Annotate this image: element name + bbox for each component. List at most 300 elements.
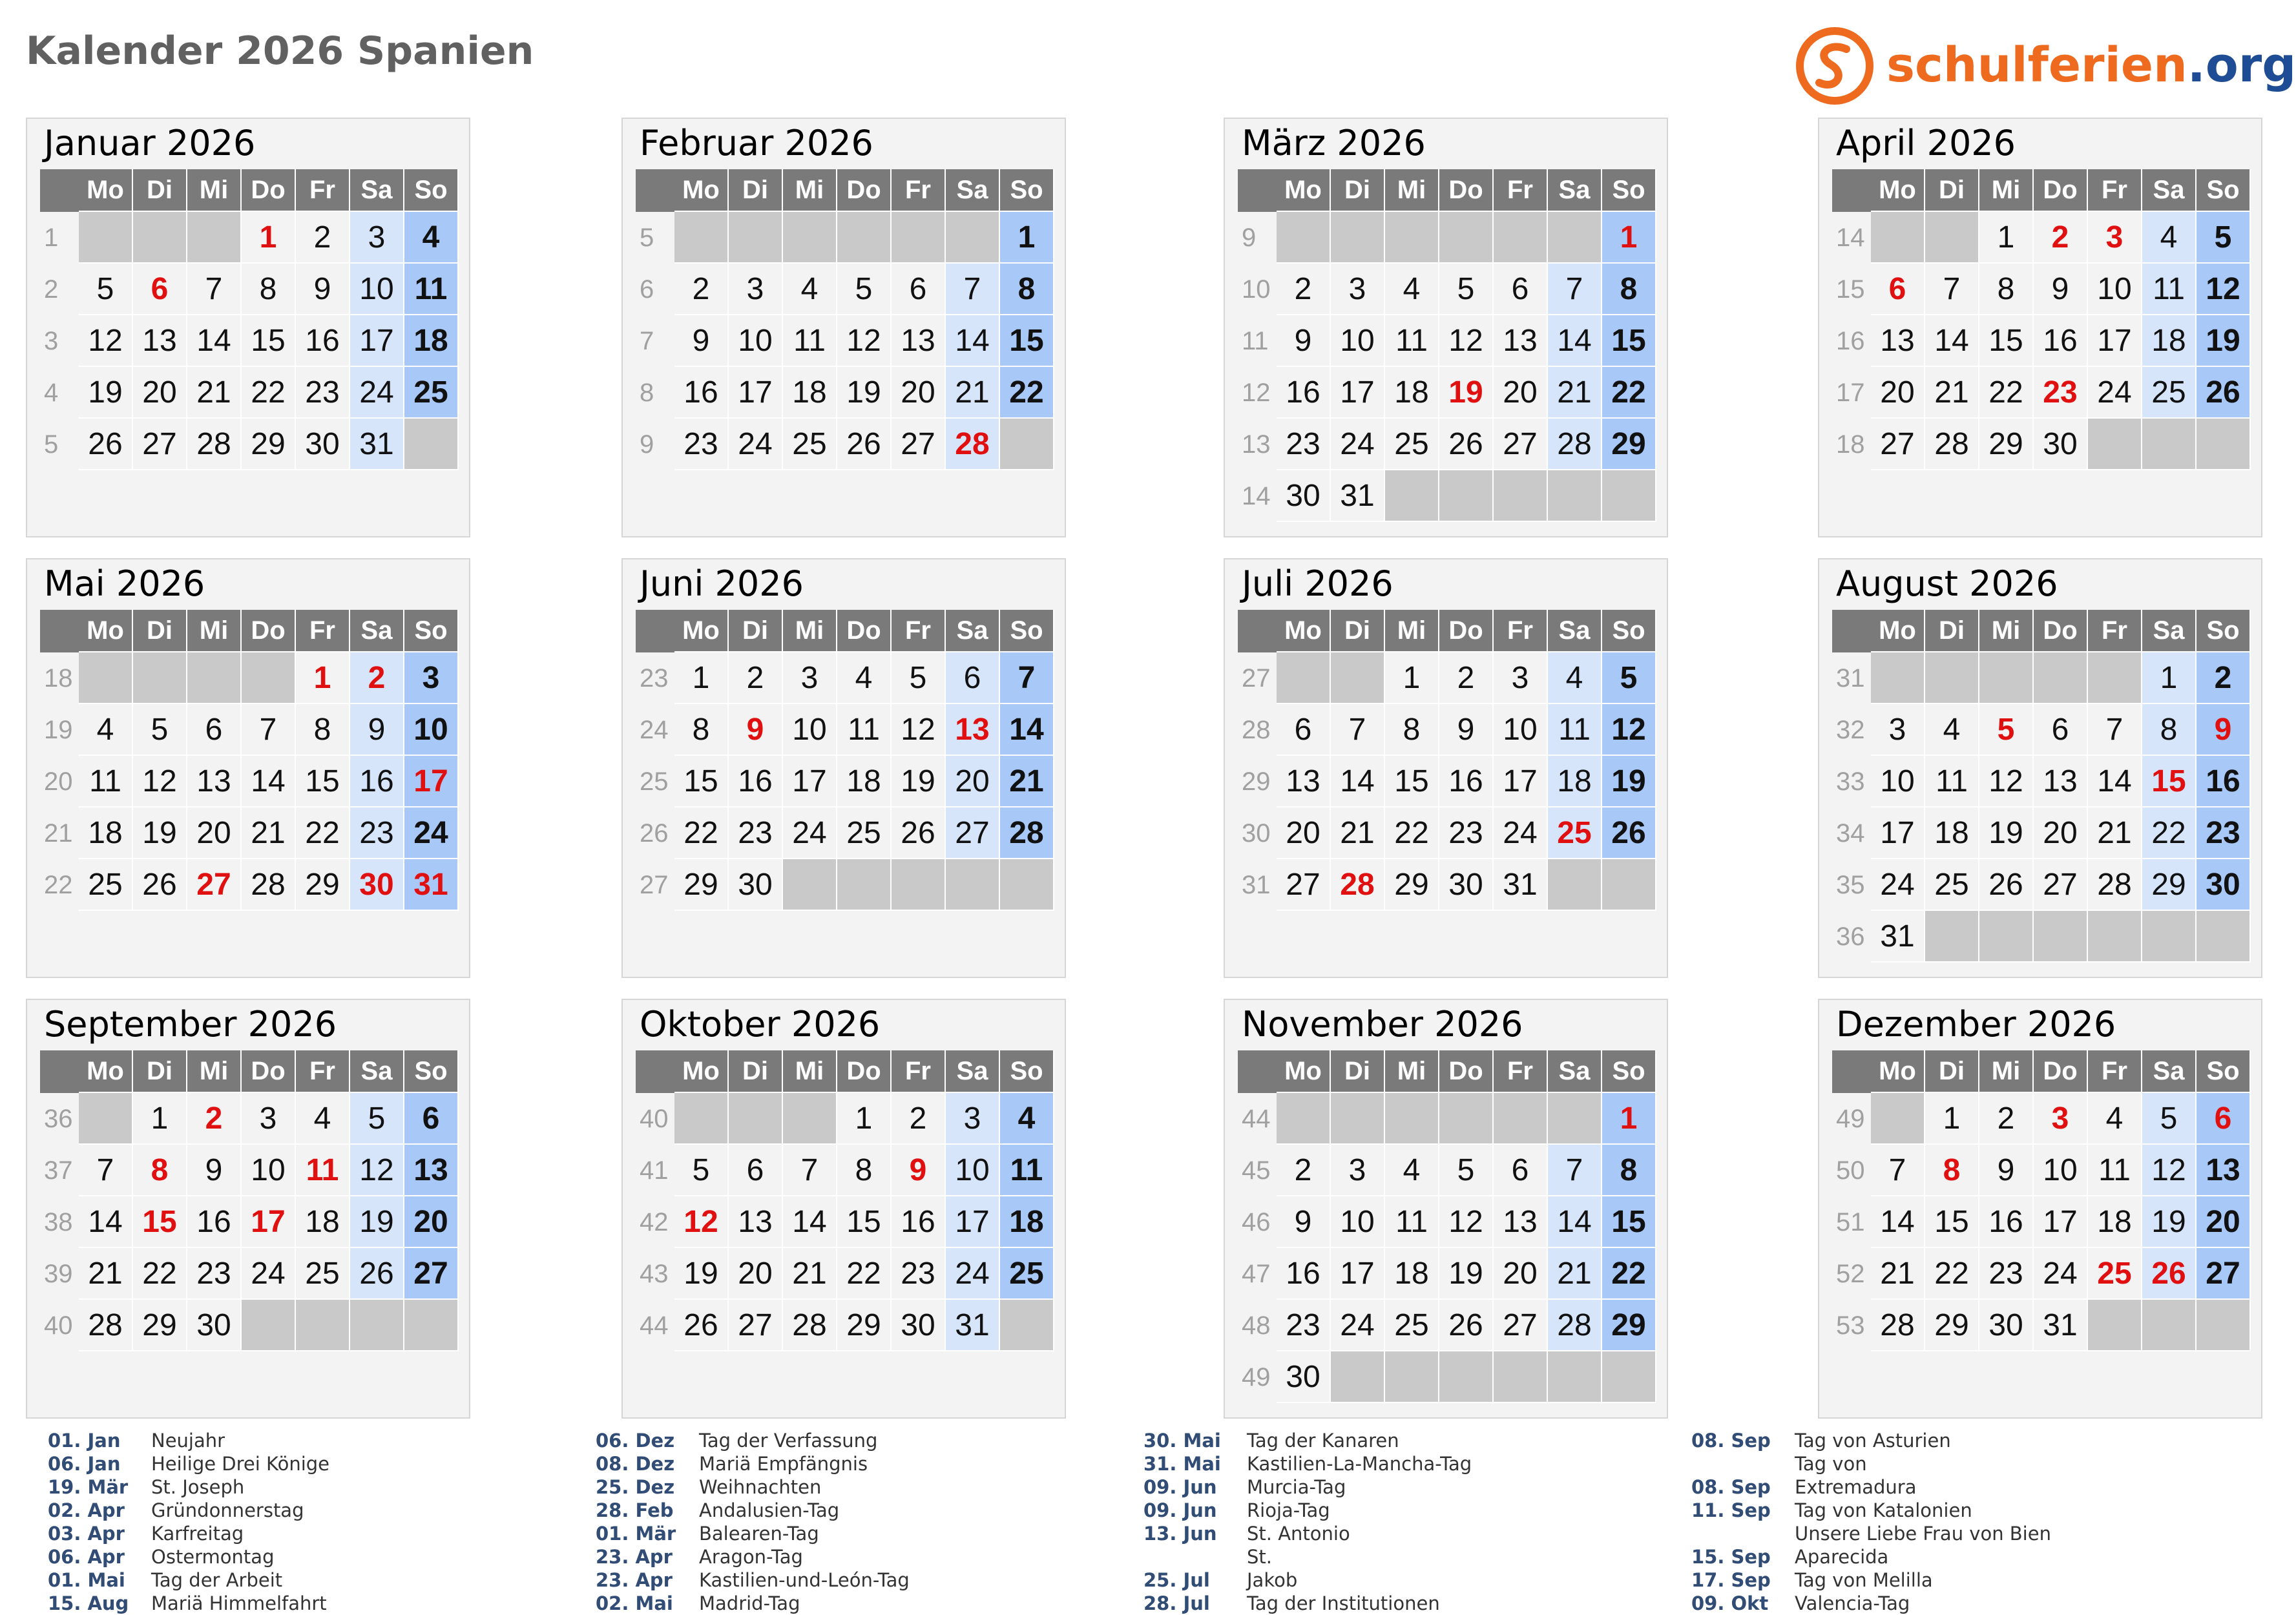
calendar-day[interactable]: 7 xyxy=(946,264,1000,315)
calendar-day[interactable]: 23 xyxy=(187,1248,242,1300)
calendar-day[interactable]: 12 xyxy=(133,756,187,808)
calendar-day[interactable]: 19 xyxy=(1979,808,2034,859)
calendar-day[interactable]: 15 xyxy=(1000,315,1054,367)
calendar-day[interactable]: 16 xyxy=(729,756,783,808)
calendar-day[interactable]: 11 xyxy=(783,315,837,367)
calendar-day[interactable]: 16 xyxy=(2197,756,2251,808)
calendar-day[interactable]: 22 xyxy=(242,367,296,419)
calendar-day[interactable]: 8 xyxy=(242,264,296,315)
calendar-day[interactable]: 5 xyxy=(1439,1145,1494,1196)
calendar-day[interactable]: 26 xyxy=(1439,419,1494,470)
calendar-day[interactable]: 8 xyxy=(1602,264,1656,315)
calendar-day[interactable]: 11 xyxy=(404,264,459,315)
calendar-day[interactable]: 26 xyxy=(1979,859,2034,911)
calendar-day[interactable]: 5 xyxy=(1439,264,1494,315)
calendar-day[interactable]: 27 xyxy=(2034,859,2088,911)
calendar-day[interactable]: 24 xyxy=(404,808,459,859)
calendar-day[interactable]: 4 xyxy=(783,264,837,315)
calendar-day[interactable]: 27 xyxy=(1494,419,1548,470)
holiday-day[interactable]: 2 xyxy=(187,1093,242,1145)
calendar-day[interactable]: 24 xyxy=(1871,859,1925,911)
holiday-day[interactable]: 31 xyxy=(404,859,459,911)
calendar-day[interactable]: 17 xyxy=(2088,315,2142,367)
calendar-day[interactable]: 28 xyxy=(242,859,296,911)
calendar-day[interactable]: 31 xyxy=(1494,859,1548,911)
calendar-day[interactable]: 25 xyxy=(837,808,892,859)
calendar-day[interactable]: 12 xyxy=(1439,315,1494,367)
calendar-day[interactable]: 19 xyxy=(133,808,187,859)
calendar-day[interactable]: 7 xyxy=(187,264,242,315)
calendar-day[interactable]: 25 xyxy=(783,419,837,470)
holiday-day[interactable]: 1 xyxy=(242,212,296,264)
holiday-day[interactable]: 9 xyxy=(729,704,783,756)
calendar-day[interactable]: 27 xyxy=(946,808,1000,859)
calendar-day[interactable]: 22 xyxy=(1602,367,1656,419)
calendar-day[interactable]: 20 xyxy=(1494,367,1548,419)
calendar-day[interactable]: 17 xyxy=(946,1196,1000,1248)
holiday-day[interactable]: 11 xyxy=(296,1145,350,1196)
calendar-day[interactable]: 26 xyxy=(1602,808,1656,859)
calendar-day[interactable]: 14 xyxy=(1000,704,1054,756)
calendar-day[interactable]: 30 xyxy=(1439,859,1494,911)
calendar-day[interactable]: 12 xyxy=(1439,1196,1494,1248)
calendar-day[interactable]: 9 xyxy=(296,264,350,315)
calendar-day[interactable]: 7 xyxy=(1548,1145,1602,1196)
calendar-day[interactable]: 19 xyxy=(1439,1248,1494,1300)
calendar-day[interactable]: 27 xyxy=(1871,419,1925,470)
calendar-day[interactable]: 2 xyxy=(892,1093,946,1145)
calendar-day[interactable]: 23 xyxy=(1979,1248,2034,1300)
calendar-day[interactable]: 21 xyxy=(1548,1248,1602,1300)
calendar-day[interactable]: 14 xyxy=(1331,756,1385,808)
calendar-day[interactable]: 28 xyxy=(1000,808,1054,859)
calendar-day[interactable]: 23 xyxy=(674,419,729,470)
calendar-day[interactable]: 15 xyxy=(242,315,296,367)
holiday-day[interactable]: 2 xyxy=(350,652,404,704)
holiday-day[interactable]: 1 xyxy=(1602,212,1656,264)
holiday-day[interactable]: 8 xyxy=(133,1145,187,1196)
calendar-day[interactable]: 20 xyxy=(729,1248,783,1300)
calendar-day[interactable]: 23 xyxy=(1439,808,1494,859)
calendar-day[interactable]: 10 xyxy=(783,704,837,756)
calendar-day[interactable]: 18 xyxy=(404,315,459,367)
holiday-day[interactable]: 6 xyxy=(133,264,187,315)
calendar-day[interactable]: 7 xyxy=(1925,264,1979,315)
holiday-day[interactable]: 27 xyxy=(187,859,242,911)
calendar-day[interactable]: 30 xyxy=(1979,1300,2034,1351)
calendar-day[interactable]: 16 xyxy=(296,315,350,367)
calendar-day[interactable]: 11 xyxy=(1385,315,1439,367)
calendar-day[interactable]: 20 xyxy=(2197,1196,2251,1248)
calendar-day[interactable]: 29 xyxy=(242,419,296,470)
calendar-day[interactable]: 15 xyxy=(1385,756,1439,808)
calendar-day[interactable]: 4 xyxy=(1548,652,1602,704)
holiday-day[interactable]: 25 xyxy=(1548,808,1602,859)
calendar-day[interactable]: 30 xyxy=(1277,470,1331,522)
calendar-day[interactable]: 8 xyxy=(296,704,350,756)
calendar-day[interactable]: 28 xyxy=(187,419,242,470)
calendar-day[interactable]: 14 xyxy=(946,315,1000,367)
calendar-day[interactable]: 9 xyxy=(1277,315,1331,367)
calendar-day[interactable]: 24 xyxy=(1331,419,1385,470)
calendar-day[interactable]: 16 xyxy=(2034,315,2088,367)
calendar-day[interactable]: 18 xyxy=(1385,1248,1439,1300)
calendar-day[interactable]: 28 xyxy=(2088,859,2142,911)
calendar-day[interactable]: 29 xyxy=(1385,859,1439,911)
calendar-day[interactable]: 30 xyxy=(187,1300,242,1351)
calendar-day[interactable]: 24 xyxy=(1494,808,1548,859)
calendar-day[interactable]: 5 xyxy=(674,1145,729,1196)
calendar-day[interactable]: 3 xyxy=(729,264,783,315)
calendar-day[interactable]: 24 xyxy=(242,1248,296,1300)
calendar-day[interactable]: 21 xyxy=(1331,808,1385,859)
calendar-day[interactable]: 25 xyxy=(1385,419,1439,470)
calendar-day[interactable]: 22 xyxy=(296,808,350,859)
holiday-day[interactable]: 3 xyxy=(2088,212,2142,264)
holiday-day[interactable]: 6 xyxy=(1871,264,1925,315)
calendar-day[interactable]: 31 xyxy=(2034,1300,2088,1351)
calendar-day[interactable]: 11 xyxy=(837,704,892,756)
calendar-day[interactable]: 3 xyxy=(1871,704,1925,756)
calendar-day[interactable]: 2 xyxy=(296,212,350,264)
calendar-day[interactable]: 4 xyxy=(837,652,892,704)
calendar-day[interactable]: 2 xyxy=(1277,1145,1331,1196)
calendar-day[interactable]: 15 xyxy=(1602,315,1656,367)
calendar-day[interactable]: 13 xyxy=(1871,315,1925,367)
holiday-day[interactable]: 15 xyxy=(133,1196,187,1248)
calendar-day[interactable]: 23 xyxy=(296,367,350,419)
calendar-day[interactable]: 14 xyxy=(187,315,242,367)
calendar-day[interactable]: 4 xyxy=(1925,704,1979,756)
calendar-day[interactable]: 23 xyxy=(350,808,404,859)
calendar-day[interactable]: 25 xyxy=(1925,859,1979,911)
calendar-day[interactable]: 10 xyxy=(1331,315,1385,367)
calendar-day[interactable]: 8 xyxy=(2142,704,2197,756)
calendar-day[interactable]: 9 xyxy=(1979,1145,2034,1196)
calendar-day[interactable]: 5 xyxy=(2142,1093,2197,1145)
calendar-day[interactable]: 1 xyxy=(1979,212,2034,264)
calendar-day[interactable]: 16 xyxy=(1277,1248,1331,1300)
calendar-day[interactable]: 16 xyxy=(350,756,404,808)
calendar-day[interactable]: 10 xyxy=(1494,704,1548,756)
calendar-day[interactable]: 28 xyxy=(783,1300,837,1351)
calendar-day[interactable]: 5 xyxy=(350,1093,404,1145)
calendar-day[interactable]: 20 xyxy=(1494,1248,1548,1300)
calendar-day[interactable]: 5 xyxy=(892,652,946,704)
calendar-day[interactable]: 18 xyxy=(1385,367,1439,419)
calendar-day[interactable]: 10 xyxy=(1331,1196,1385,1248)
calendar-day[interactable]: 16 xyxy=(1439,756,1494,808)
calendar-day[interactable]: 29 xyxy=(1925,1300,1979,1351)
holiday-day[interactable]: 28 xyxy=(1331,859,1385,911)
calendar-day[interactable]: 28 xyxy=(1925,419,1979,470)
calendar-day[interactable]: 26 xyxy=(1439,1300,1494,1351)
calendar-day[interactable]: 4 xyxy=(1385,264,1439,315)
calendar-day[interactable]: 1 xyxy=(133,1093,187,1145)
calendar-day[interactable]: 27 xyxy=(729,1300,783,1351)
calendar-day[interactable]: 7 xyxy=(2088,704,2142,756)
calendar-day[interactable]: 23 xyxy=(1277,419,1331,470)
calendar-day[interactable]: 14 xyxy=(1925,315,1979,367)
calendar-day[interactable]: 12 xyxy=(2197,264,2251,315)
calendar-day[interactable]: 13 xyxy=(1494,1196,1548,1248)
calendar-day[interactable]: 6 xyxy=(1494,1145,1548,1196)
holiday-day[interactable]: 1 xyxy=(1602,1093,1656,1145)
calendar-day[interactable]: 4 xyxy=(2088,1093,2142,1145)
calendar-day[interactable]: 17 xyxy=(2034,1196,2088,1248)
calendar-day[interactable]: 11 xyxy=(2088,1145,2142,1196)
calendar-day[interactable]: 3 xyxy=(1331,264,1385,315)
calendar-day[interactable]: 3 xyxy=(350,212,404,264)
calendar-day[interactable]: 17 xyxy=(1331,1248,1385,1300)
calendar-day[interactable]: 20 xyxy=(1871,367,1925,419)
calendar-day[interactable]: 19 xyxy=(674,1248,729,1300)
calendar-day[interactable]: 13 xyxy=(1277,756,1331,808)
calendar-day[interactable]: 19 xyxy=(892,756,946,808)
holiday-day[interactable]: 15 xyxy=(2142,756,2197,808)
calendar-day[interactable]: 6 xyxy=(1277,704,1331,756)
calendar-day[interactable]: 16 xyxy=(674,367,729,419)
calendar-day[interactable]: 15 xyxy=(1602,1196,1656,1248)
calendar-day[interactable]: 21 xyxy=(79,1248,133,1300)
calendar-day[interactable]: 21 xyxy=(242,808,296,859)
calendar-day[interactable]: 18 xyxy=(1548,756,1602,808)
calendar-day[interactable]: 12 xyxy=(892,704,946,756)
calendar-day[interactable]: 21 xyxy=(1548,367,1602,419)
holiday-day[interactable]: 9 xyxy=(2197,704,2251,756)
calendar-day[interactable]: 8 xyxy=(1602,1145,1656,1196)
calendar-day[interactable]: 21 xyxy=(1925,367,1979,419)
calendar-day[interactable]: 17 xyxy=(1494,756,1548,808)
calendar-day[interactable]: 13 xyxy=(892,315,946,367)
calendar-day[interactable]: 13 xyxy=(2034,756,2088,808)
calendar-day[interactable]: 26 xyxy=(2197,367,2251,419)
holiday-day[interactable]: 2 xyxy=(2034,212,2088,264)
holiday-day[interactable]: 23 xyxy=(2034,367,2088,419)
calendar-day[interactable]: 19 xyxy=(350,1196,404,1248)
calendar-day[interactable]: 28 xyxy=(1871,1300,1925,1351)
calendar-day[interactable]: 23 xyxy=(892,1248,946,1300)
calendar-day[interactable]: 5 xyxy=(133,704,187,756)
calendar-day[interactable]: 24 xyxy=(946,1248,1000,1300)
calendar-day[interactable]: 17 xyxy=(350,315,404,367)
calendar-day[interactable]: 20 xyxy=(404,1196,459,1248)
calendar-day[interactable]: 13 xyxy=(404,1145,459,1196)
calendar-day[interactable]: 18 xyxy=(79,808,133,859)
calendar-day[interactable]: 26 xyxy=(79,419,133,470)
calendar-day[interactable]: 29 xyxy=(2142,859,2197,911)
calendar-day[interactable]: 13 xyxy=(133,315,187,367)
calendar-day[interactable]: 18 xyxy=(296,1196,350,1248)
holiday-day[interactable]: 13 xyxy=(946,704,1000,756)
calendar-day[interactable]: 29 xyxy=(1979,419,2034,470)
calendar-day[interactable]: 18 xyxy=(2142,315,2197,367)
calendar-day[interactable]: 12 xyxy=(837,315,892,367)
calendar-day[interactable]: 25 xyxy=(404,367,459,419)
calendar-day[interactable]: 15 xyxy=(1979,315,2034,367)
calendar-day[interactable]: 25 xyxy=(2142,367,2197,419)
holiday-day[interactable]: 17 xyxy=(242,1196,296,1248)
calendar-day[interactable]: 22 xyxy=(1385,808,1439,859)
calendar-day[interactable]: 8 xyxy=(1000,264,1054,315)
calendar-day[interactable]: 14 xyxy=(242,756,296,808)
calendar-day[interactable]: 24 xyxy=(2088,367,2142,419)
calendar-day[interactable]: 30 xyxy=(296,419,350,470)
calendar-day[interactable]: 31 xyxy=(1871,911,1925,963)
calendar-day[interactable]: 10 xyxy=(242,1145,296,1196)
calendar-day[interactable]: 22 xyxy=(1979,367,2034,419)
holiday-day[interactable]: 1 xyxy=(296,652,350,704)
calendar-day[interactable]: 21 xyxy=(1000,756,1054,808)
calendar-day[interactable]: 15 xyxy=(674,756,729,808)
calendar-day[interactable]: 7 xyxy=(1000,652,1054,704)
calendar-day[interactable]: 7 xyxy=(1331,704,1385,756)
calendar-day[interactable]: 22 xyxy=(133,1248,187,1300)
calendar-day[interactable]: 30 xyxy=(1277,1351,1331,1403)
holiday-day[interactable]: 19 xyxy=(1439,367,1494,419)
calendar-day[interactable]: 11 xyxy=(1548,704,1602,756)
calendar-day[interactable]: 9 xyxy=(1439,704,1494,756)
calendar-day[interactable]: 2 xyxy=(674,264,729,315)
holiday-day[interactable]: 12 xyxy=(674,1196,729,1248)
calendar-day[interactable]: 6 xyxy=(404,1093,459,1145)
holiday-day[interactable]: 6 xyxy=(2197,1093,2251,1145)
calendar-day[interactable]: 8 xyxy=(674,704,729,756)
calendar-day[interactable]: 2 xyxy=(2197,652,2251,704)
calendar-day[interactable]: 22 xyxy=(1000,367,1054,419)
calendar-day[interactable]: 7 xyxy=(1548,264,1602,315)
calendar-day[interactable]: 27 xyxy=(404,1248,459,1300)
calendar-day[interactable]: 30 xyxy=(729,859,783,911)
calendar-day[interactable]: 5 xyxy=(837,264,892,315)
calendar-day[interactable]: 19 xyxy=(837,367,892,419)
calendar-day[interactable]: 2 xyxy=(1439,652,1494,704)
calendar-day[interactable]: 30 xyxy=(892,1300,946,1351)
calendar-day[interactable]: 4 xyxy=(2142,212,2197,264)
calendar-day[interactable]: 26 xyxy=(892,808,946,859)
calendar-day[interactable]: 3 xyxy=(404,652,459,704)
calendar-day[interactable]: 29 xyxy=(296,859,350,911)
calendar-day[interactable]: 24 xyxy=(729,419,783,470)
calendar-day[interactable]: 28 xyxy=(1548,1300,1602,1351)
calendar-day[interactable]: 20 xyxy=(892,367,946,419)
calendar-day[interactable]: 1 xyxy=(1385,652,1439,704)
calendar-day[interactable]: 9 xyxy=(674,315,729,367)
calendar-day[interactable]: 7 xyxy=(79,1145,133,1196)
calendar-day[interactable]: 18 xyxy=(2088,1196,2142,1248)
calendar-day[interactable]: 29 xyxy=(1602,1300,1656,1351)
calendar-day[interactable]: 26 xyxy=(133,859,187,911)
calendar-day[interactable]: 13 xyxy=(2197,1145,2251,1196)
calendar-day[interactable]: 9 xyxy=(2034,264,2088,315)
calendar-day[interactable]: 7 xyxy=(242,704,296,756)
calendar-day[interactable]: 2 xyxy=(1979,1093,2034,1145)
calendar-day[interactable]: 16 xyxy=(1979,1196,2034,1248)
calendar-day[interactable]: 4 xyxy=(1385,1145,1439,1196)
calendar-day[interactable]: 24 xyxy=(2034,1248,2088,1300)
holiday-day[interactable]: 30 xyxy=(350,859,404,911)
calendar-day[interactable]: 23 xyxy=(1277,1300,1331,1351)
calendar-day[interactable]: 27 xyxy=(1494,1300,1548,1351)
calendar-day[interactable]: 31 xyxy=(350,419,404,470)
calendar-day[interactable]: 8 xyxy=(1979,264,2034,315)
calendar-day[interactable]: 13 xyxy=(1494,315,1548,367)
calendar-day[interactable]: 6 xyxy=(946,652,1000,704)
calendar-day[interactable]: 19 xyxy=(2142,1196,2197,1248)
calendar-day[interactable]: 1 xyxy=(1000,212,1054,264)
calendar-day[interactable]: 4 xyxy=(79,704,133,756)
calendar-day[interactable]: 14 xyxy=(2088,756,2142,808)
calendar-day[interactable]: 22 xyxy=(1925,1248,1979,1300)
calendar-day[interactable]: 5 xyxy=(1602,652,1656,704)
holiday-day[interactable]: 28 xyxy=(946,419,1000,470)
holiday-day[interactable]: 26 xyxy=(2142,1248,2197,1300)
calendar-day[interactable]: 28 xyxy=(79,1300,133,1351)
calendar-day[interactable]: 10 xyxy=(350,264,404,315)
calendar-day[interactable]: 3 xyxy=(783,652,837,704)
calendar-day[interactable]: 12 xyxy=(2142,1145,2197,1196)
calendar-day[interactable]: 17 xyxy=(783,756,837,808)
calendar-day[interactable]: 18 xyxy=(783,367,837,419)
calendar-day[interactable]: 14 xyxy=(79,1196,133,1248)
calendar-day[interactable]: 19 xyxy=(79,367,133,419)
calendar-day[interactable]: 30 xyxy=(2034,419,2088,470)
calendar-day[interactable]: 17 xyxy=(729,367,783,419)
calendar-day[interactable]: 29 xyxy=(133,1300,187,1351)
holiday-day[interactable]: 17 xyxy=(404,756,459,808)
calendar-day[interactable]: 18 xyxy=(837,756,892,808)
calendar-day[interactable]: 30 xyxy=(2197,859,2251,911)
calendar-day[interactable]: 10 xyxy=(946,1145,1000,1196)
holiday-day[interactable]: 25 xyxy=(2088,1248,2142,1300)
calendar-day[interactable]: 3 xyxy=(1494,652,1548,704)
calendar-day[interactable]: 10 xyxy=(2088,264,2142,315)
calendar-day[interactable]: 11 xyxy=(79,756,133,808)
calendar-day[interactable]: 27 xyxy=(892,419,946,470)
calendar-day[interactable]: 8 xyxy=(837,1145,892,1196)
calendar-day[interactable]: 5 xyxy=(79,264,133,315)
calendar-day[interactable]: 22 xyxy=(674,808,729,859)
calendar-day[interactable]: 16 xyxy=(1277,367,1331,419)
calendar-day[interactable]: 16 xyxy=(892,1196,946,1248)
calendar-day[interactable]: 7 xyxy=(1871,1145,1925,1196)
calendar-day[interactable]: 14 xyxy=(1548,1196,1602,1248)
calendar-day[interactable]: 7 xyxy=(783,1145,837,1196)
calendar-day[interactable]: 31 xyxy=(1331,470,1385,522)
calendar-day[interactable]: 20 xyxy=(2034,808,2088,859)
calendar-day[interactable]: 26 xyxy=(674,1300,729,1351)
calendar-day[interactable]: 25 xyxy=(1385,1300,1439,1351)
calendar-day[interactable]: 12 xyxy=(79,315,133,367)
calendar-day[interactable]: 23 xyxy=(2197,808,2251,859)
calendar-day[interactable]: 21 xyxy=(1871,1248,1925,1300)
calendar-day[interactable]: 4 xyxy=(296,1093,350,1145)
calendar-day[interactable]: 25 xyxy=(79,859,133,911)
calendar-day[interactable]: 2 xyxy=(1277,264,1331,315)
holiday-day[interactable]: 5 xyxy=(1979,704,2034,756)
calendar-day[interactable]: 15 xyxy=(1925,1196,1979,1248)
calendar-day[interactable]: 14 xyxy=(783,1196,837,1248)
calendar-day[interactable]: 4 xyxy=(404,212,459,264)
calendar-day[interactable]: 17 xyxy=(1331,367,1385,419)
calendar-day[interactable]: 25 xyxy=(1000,1248,1054,1300)
calendar-day[interactable]: 9 xyxy=(350,704,404,756)
calendar-day[interactable]: 18 xyxy=(1925,808,1979,859)
calendar-day[interactable]: 3 xyxy=(242,1093,296,1145)
calendar-day[interactable]: 11 xyxy=(1925,756,1979,808)
calendar-day[interactable]: 19 xyxy=(1602,756,1656,808)
calendar-day[interactable]: 31 xyxy=(946,1300,1000,1351)
